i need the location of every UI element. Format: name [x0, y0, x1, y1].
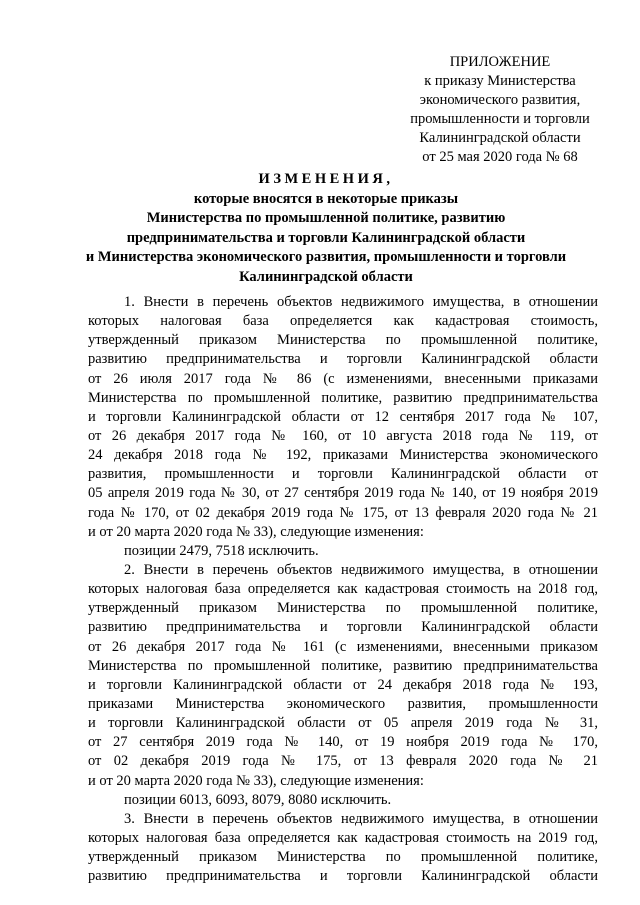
paragraph-2-action: позиции 6013, 6093, 8079, 8080 исключить. — [124, 791, 392, 808]
title-line: которые вносятся в некоторые приказы — [193, 190, 459, 207]
paragraph-2-line: которых налоговая база определяется как кадастровая стоимость на 2018 год, — [88, 581, 598, 598]
paragraph-3-line: которых налоговая база определяется как кадастровая стоимость на 2019 год, — [88, 829, 598, 846]
appendix-header — [400, 53, 600, 167]
paragraph-2-line: 2. Внести в перечень объектов недвижимого имущества, в отношении — [124, 561, 598, 578]
document-body — [88, 293, 598, 886]
appendix-line: к приказу Министерства — [424, 73, 576, 89]
appendix-line: Калининградской области — [419, 130, 581, 146]
paragraph-2-line: от 02 декабря 2019 года № 175, от 13 февраля 2020 года № 21 — [88, 753, 598, 770]
title-line: Министерства по промышленной политике, развитию — [146, 210, 506, 227]
paragraph-1-line: Министерства по промышленной политике, развитию предпринимательства — [88, 389, 598, 406]
paragraph-1-line: 05 апреля 2019 года № 30, от 27 сентября 2019 года № 140, от 19 ноября 2019 — [88, 485, 598, 502]
title-line: и Министерства экономического развития, промышленности и торговли — [85, 249, 567, 266]
paragraph-2-line: приказами Министерства экономического развития, промышленности — [88, 695, 598, 712]
paragraph-1-line: года № 170, от 02 декабря 2019 года № 175, от 13 февраля 2020 года № 21 — [88, 504, 598, 521]
paragraph-1-line: и от 20 марта 2020 года № 33), следующие изменения: — [88, 523, 424, 540]
paragraph-3-line: 3. Внести в перечень объектов недвижимого имущества, в отношении — [124, 810, 598, 827]
paragraph-1-line: 1. Внести в перечень объектов недвижимого имущества, в отношении — [124, 294, 598, 310]
title-line: предпринимательства и торговли Калининградской области — [126, 229, 526, 246]
document-title — [60, 170, 592, 288]
paragraph-2-line: утвержденный приказом Министерства по промышленной политике, — [88, 600, 598, 617]
paragraph-2-line: и от 20 марта 2020 года № 33), следующие изменения: — [88, 772, 424, 789]
paragraph-1-line: от 26 июля 2017 года № 86 (с изменениями, внесенными приказами — [88, 370, 598, 387]
paragraph-3-line: утвержденный приказом Министерства по промышленной политике, — [88, 849, 598, 866]
paragraph-2-line: от 27 сентября 2019 года № 140, от 19 ноября 2019 года № 170, — [88, 734, 598, 751]
paragraph-3-line: развитию предпринимательства и торговли Калининградской области — [88, 868, 598, 885]
paragraph-2-line: Министерства по промышленной политике, развитию предпринимательства — [88, 657, 598, 674]
paragraph-1-line: и торговли Калининградской области от 12 сентября 2017 года № 107, — [88, 408, 598, 425]
appendix-title: ПРИЛОЖЕНИЕ — [449, 54, 551, 70]
appendix-line: экономического развития, — [419, 92, 581, 108]
title-heading: ИЗМЕНЕНИЯ, — [258, 171, 394, 187]
paragraph-1-line: от 26 декабря 2017 года № 160, от 10 августа 2018 года № 119, от — [88, 427, 598, 444]
paragraph-1-line: развитию предпринимательства и торговли Калининградской области — [88, 351, 598, 368]
paragraph-2-line: развитию предпринимательства и торговли Калининградской области — [88, 619, 598, 636]
paragraph-1-line: 24 декабря 2018 года № 192, приказами Министерства экономического — [88, 447, 598, 464]
paragraph-1-line: утвержденный приказом Министерства по промышленной политике, — [88, 332, 598, 349]
paragraph-1-action: позиции 2479, 7518 исключить. — [124, 542, 319, 559]
paragraph-2-line: и торговли Калининградской области от 24 декабря 2018 года № 193, — [88, 676, 598, 693]
paragraph-1-line: которых налоговая база определяется как кадастровая стоимость, — [88, 313, 598, 330]
appendix-date: от 25 мая 2020 года № 68 — [422, 149, 578, 165]
paragraph-1-line: развития, промышленности и торговли Калининградской области от — [88, 466, 598, 483]
paragraph-2-line: и торговли Калининградской области от 05 апреля 2019 года № 31, — [88, 715, 598, 732]
appendix-line: промышленности и торговли — [410, 111, 590, 127]
paragraph-2-line: от 26 декабря 2017 года № 161 (с изменениями, внесенными приказом — [88, 638, 598, 655]
title-line: Калининградской области — [239, 268, 413, 285]
